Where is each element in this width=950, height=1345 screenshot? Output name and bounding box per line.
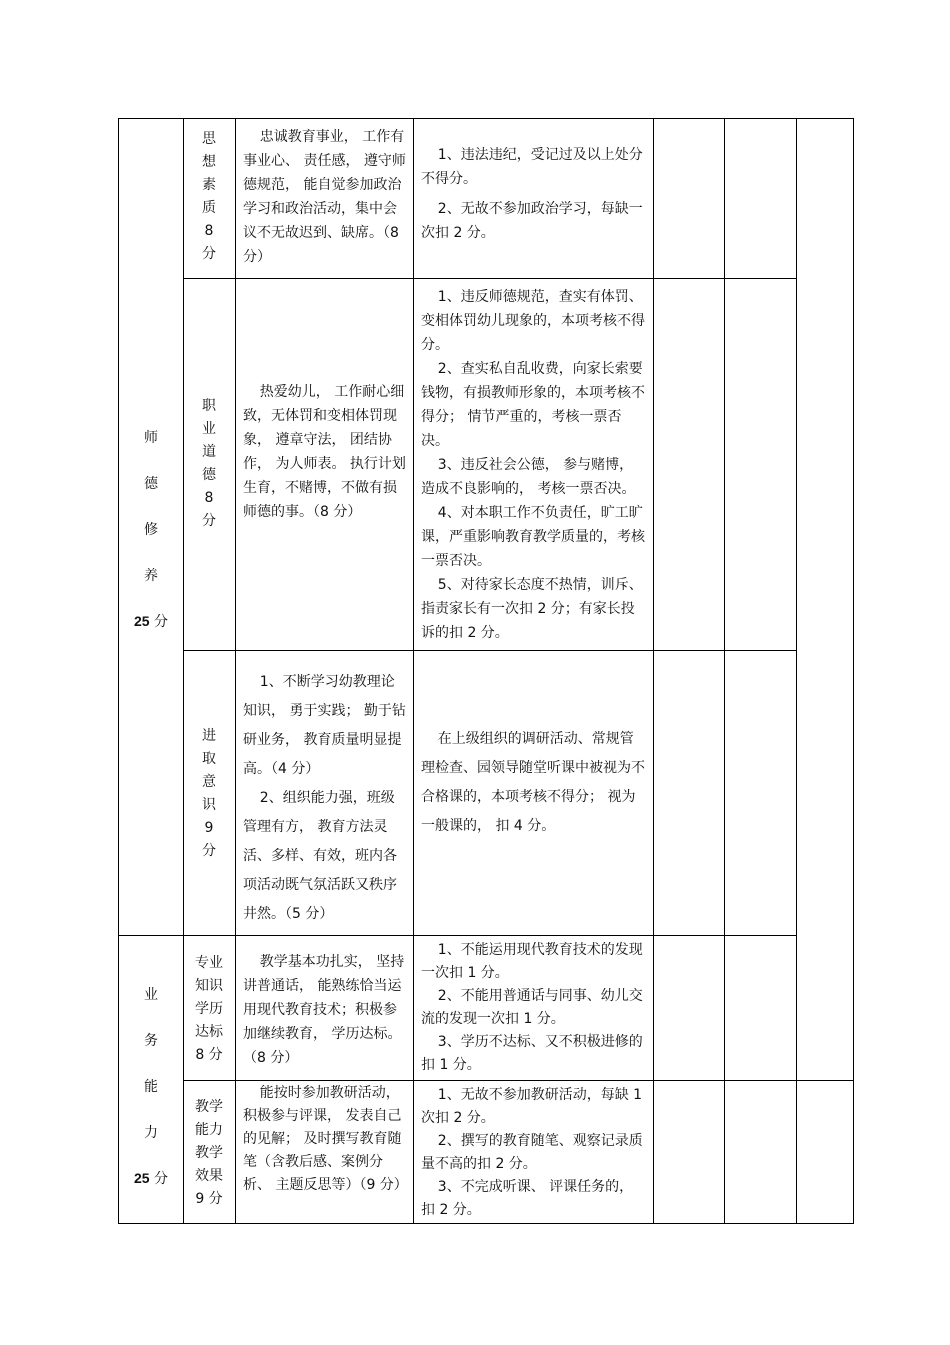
item-label <box>184 395 234 533</box>
deduction-paragraph: 2、不能用普通话与同事、幼儿交流的发现一次扣 1 分。 <box>421 988 643 1027</box>
deduction-paragraph: 3、学历不达标、又不积极进修的扣 1 分。 <box>421 1034 643 1073</box>
category-char: 德 <box>144 476 158 492</box>
category-char: 师 <box>144 430 158 446</box>
category-label <box>120 984 182 1188</box>
category-char: 能 <box>144 1079 158 1095</box>
category-char: 养 <box>144 568 158 584</box>
table-bottom-border <box>118 1223 854 1224</box>
item-char: 道 <box>202 444 216 460</box>
deduction-paragraph: 1、违反师德规范，查实有体罚、变相体罚幼儿现象的，本项考核不得分。 <box>421 289 645 353</box>
standard-text <box>243 1082 408 1197</box>
category-score <box>120 1168 182 1188</box>
standard-paragraph: 教学基本功扎实， 坚持讲普通话， 能熟练恰当运用现代教育技术；积极参加继续教育， 学历达标。（8 分） <box>243 954 405 1066</box>
deduction-text <box>421 143 647 245</box>
deduction-text <box>421 725 647 841</box>
deduction-text <box>421 939 647 1077</box>
table-left-border <box>118 118 119 1224</box>
item-char: 达标 <box>195 1024 223 1040</box>
item-char: 效果 <box>195 1168 223 1184</box>
standard-text <box>243 380 408 524</box>
item-label <box>184 952 234 1067</box>
category-char: 务 <box>144 1033 158 1049</box>
deduction-paragraph: 1、违法违纪，受记过及以上处分不得分。 <box>421 147 643 187</box>
row-line <box>183 1080 854 1081</box>
standard-paragraph: 热爱幼儿， 工作耐心细致，无体罚和变相体罚现象， 遵章守法， 团结协作， 为人师表。 执行计划生育，不赌博，不做有损师德的事。（8 分） <box>243 384 406 520</box>
deduction-text <box>421 1084 647 1222</box>
standard-text <box>243 950 408 1070</box>
item-char: 取 <box>202 751 216 767</box>
item-label <box>184 128 234 266</box>
item-char: 素 <box>202 177 216 193</box>
item-char: 职 <box>202 398 216 414</box>
deduction-text <box>421 285 647 645</box>
category-score-number: 25 <box>133 1170 150 1186</box>
item-char: 思 <box>202 131 216 147</box>
deduction-paragraph: 2、无故不参加政治学习，每缺一次扣 2 分。 <box>421 201 643 241</box>
category-char: 力 <box>144 1125 158 1141</box>
item-label <box>184 1096 234 1211</box>
col-line <box>413 118 414 1224</box>
standard-text <box>243 125 408 269</box>
deduction-paragraph: 3、违反社会公德， 参与赌博，造成不良影响的， 考核一票否决。 <box>421 457 636 497</box>
standard-paragraph: 2、组织能力强，班级管理有方， 教育方法灵活、多样、有效，班内各项活动既气氛活跃又秩序井然。（5 分） <box>243 790 397 922</box>
category-score-unit: 分 <box>154 614 169 630</box>
item-char: 8 <box>204 490 214 506</box>
standard-paragraph: 能按时参加教研活动，积极参与评课， 发表自己的见解； 及时撰写教育随笔（含教后感、案例分析、 主题反思等）（9 分） <box>243 1085 408 1193</box>
category-score-number: 25 <box>133 613 150 629</box>
item-char: 专业 <box>195 955 223 971</box>
col-line <box>796 118 797 1224</box>
category-label <box>120 427 182 631</box>
item-char: 8 分 <box>195 1047 223 1063</box>
deduction-paragraph: 1、无故不参加教研活动，每缺 1 次扣 2 分。 <box>421 1087 643 1126</box>
category-char: 修 <box>144 522 158 538</box>
standard-paragraph: 1、不断学习幼教理论知识， 勇于实践； 勤于钻研业务， 教育质量明显提高。（4 分） <box>243 674 406 777</box>
item-char: 学历 <box>195 1001 223 1017</box>
category-score-unit: 分 <box>154 1171 169 1187</box>
deduction-paragraph: 3、不完成听课、 评课任务的，扣 2 分。 <box>421 1179 634 1218</box>
item-char: 教学 <box>195 1145 223 1161</box>
item-char: 9 分 <box>195 1191 223 1207</box>
category-line <box>118 935 797 936</box>
standard-paragraph: 忠诚教育事业， 工作有事业心、 责任感， 遵守师德规范， 能自觉参加政治学习和政治活动，集中会议不无故迟到、缺席。（8 分） <box>243 129 406 265</box>
item-char: 能力 <box>195 1122 223 1138</box>
table-top-border <box>118 118 854 119</box>
deduction-paragraph: 4、对本职工作不负责任，旷工旷课，严重影响教育教学质量的，考核一票否决。 <box>421 505 645 569</box>
category-score <box>120 611 182 631</box>
table-right-border <box>853 118 854 1224</box>
item-char: 业 <box>202 421 216 437</box>
item-char: 教学 <box>195 1099 223 1115</box>
deduction-paragraph: 2、撰写的教育随笔、观察记录质量不高的扣 2 分。 <box>421 1133 643 1172</box>
col-line <box>724 118 725 1224</box>
deduction-paragraph: 在上级组织的调研活动、常规管理检查、园领导随堂听课中被视为不合格课的，本项考核不得分； 视为一般课的， 扣 4 分。 <box>421 731 645 834</box>
item-char: 进 <box>202 728 216 744</box>
item-label <box>184 725 234 863</box>
category-char: 业 <box>144 987 158 1003</box>
item-char: 8 <box>204 223 214 239</box>
standard-text <box>243 668 408 929</box>
row-line <box>183 278 797 279</box>
col-line <box>235 118 236 1224</box>
item-char: 想 <box>202 154 216 170</box>
item-char: 德 <box>202 467 216 483</box>
item-char: 意 <box>202 774 216 790</box>
item-char: 知识 <box>195 978 223 994</box>
item-char: 分 <box>202 246 216 262</box>
item-char: 分 <box>202 513 216 529</box>
deduction-paragraph: 1、不能运用现代教育技术的发现一次扣 1 分。 <box>421 942 643 981</box>
item-char: 9 <box>204 820 214 836</box>
row-line <box>183 650 797 651</box>
item-char: 识 <box>202 797 216 813</box>
item-char: 分 <box>202 843 216 859</box>
deduction-paragraph: 5、对待家长态度不热情，训斥、指责家长有一次扣 2 分；有家长投诉的扣 2 分。 <box>421 577 643 641</box>
deduction-paragraph: 2、查实私自乱收费，向家长索要钱物，有损教师形象的，本项考核不得分； 情节严重的，考核一票否决。 <box>421 361 645 449</box>
item-char: 质 <box>202 200 216 216</box>
col-line <box>653 118 654 1224</box>
